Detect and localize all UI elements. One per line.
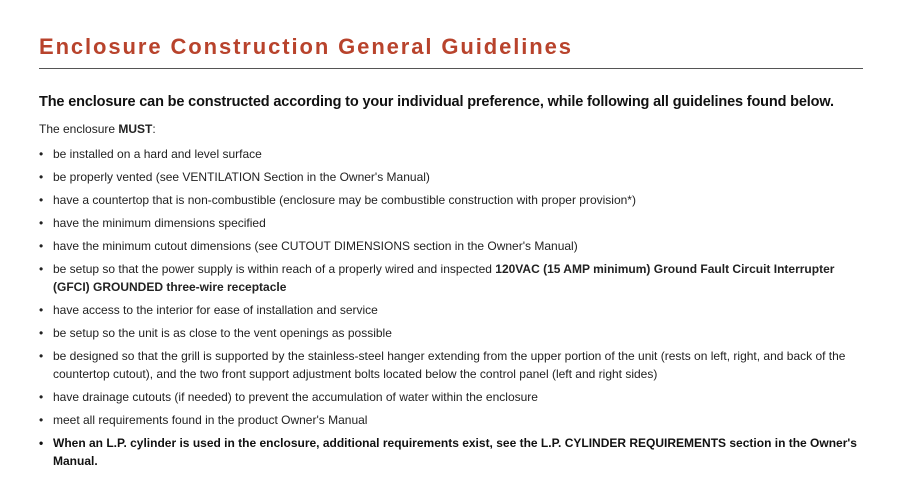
bullet-icon: • (39, 262, 44, 276)
guideline-text: have the minimum dimensions specified (53, 216, 266, 230)
guideline-text: have a countertop that is non-combustible (enclosure may be combustible construction with proper provision*) (53, 193, 636, 207)
guideline-emphasis: 120VAC (15 AMP minimum) Ground Fault Circuit Interrupter (GFCI) GROUNDED three-wire receptacle (53, 262, 835, 294)
bullet-icon: • (39, 349, 44, 363)
guideline-item-access (39, 301, 869, 319)
bullet-icon: • (39, 147, 44, 161)
guideline-text: be designed so that the grill is supported by the stainless-steel hanger extending from the upper portion of the unit (rests on left, right, and back of the countertop cutout), and the two front support adjustment bolts located below the control panel (left and right sides) (53, 349, 846, 381)
lead-prefix: The enclosure (39, 122, 119, 136)
guideline-item-power-supply (39, 260, 869, 296)
guideline-text: have access to the interior for ease of installation and service (53, 303, 378, 317)
guideline-list (39, 145, 869, 475)
guideline-item-drainage (39, 388, 869, 406)
guideline-text: be properly vented (see VENTILATION Section in the Owner's Manual) (53, 170, 430, 184)
lead-emphasis: MUST (118, 122, 153, 136)
guideline-item-owners-manual (39, 411, 869, 429)
guideline-text: have the minimum cutout dimensions (see CUTOUT DIMENSIONS section in the Owner's Manual) (53, 239, 578, 253)
bullet-icon: • (39, 390, 44, 404)
guideline-item-hard-surface (39, 145, 869, 163)
guideline-text: meet all requirements found in the product Owner's Manual (53, 413, 368, 427)
lead-sentence (39, 122, 156, 136)
guideline-item-lp-cylinder (39, 434, 869, 470)
bullet-icon: • (39, 326, 44, 340)
bullet-icon: • (39, 436, 44, 450)
guideline-text: be setup so the unit is as close to the vent openings as possible (53, 326, 392, 340)
guideline-item-cutout-dimensions (39, 237, 869, 255)
bullet-icon: • (39, 413, 44, 427)
guideline-text: have drainage cutouts (if needed) to prevent the accumulation of water within the enclosure (53, 390, 538, 404)
bullet-icon: • (39, 170, 44, 184)
guideline-text: be setup so that the power supply is within reach of a properly wired and inspected (53, 262, 496, 276)
bullet-icon: • (39, 239, 44, 253)
guideline-item-vented (39, 168, 869, 186)
page-title: Enclosure Construction General Guidelines (39, 34, 573, 59)
bullet-icon: • (39, 193, 44, 207)
bullet-icon: • (39, 303, 44, 317)
bullet-icon: • (39, 216, 44, 230)
guideline-text: When an L.P. cylinder is used in the enclosure, additional requirements exist, see the L.P. CYLINDER REQUIREMENTS section in the Owner's Manual. (53, 436, 857, 468)
guideline-item-min-dimensions (39, 214, 869, 232)
guideline-item-support (39, 347, 869, 383)
guideline-item-countertop (39, 191, 869, 209)
guideline-item-vent-proximity (39, 324, 869, 342)
intro-statement: The enclosure can be constructed according to your individual preference, while following all guidelines found below. (39, 94, 834, 110)
guideline-text: be installed on a hard and level surface (53, 147, 262, 161)
title-divider (39, 68, 863, 69)
lead-suffix: : (152, 122, 156, 136)
